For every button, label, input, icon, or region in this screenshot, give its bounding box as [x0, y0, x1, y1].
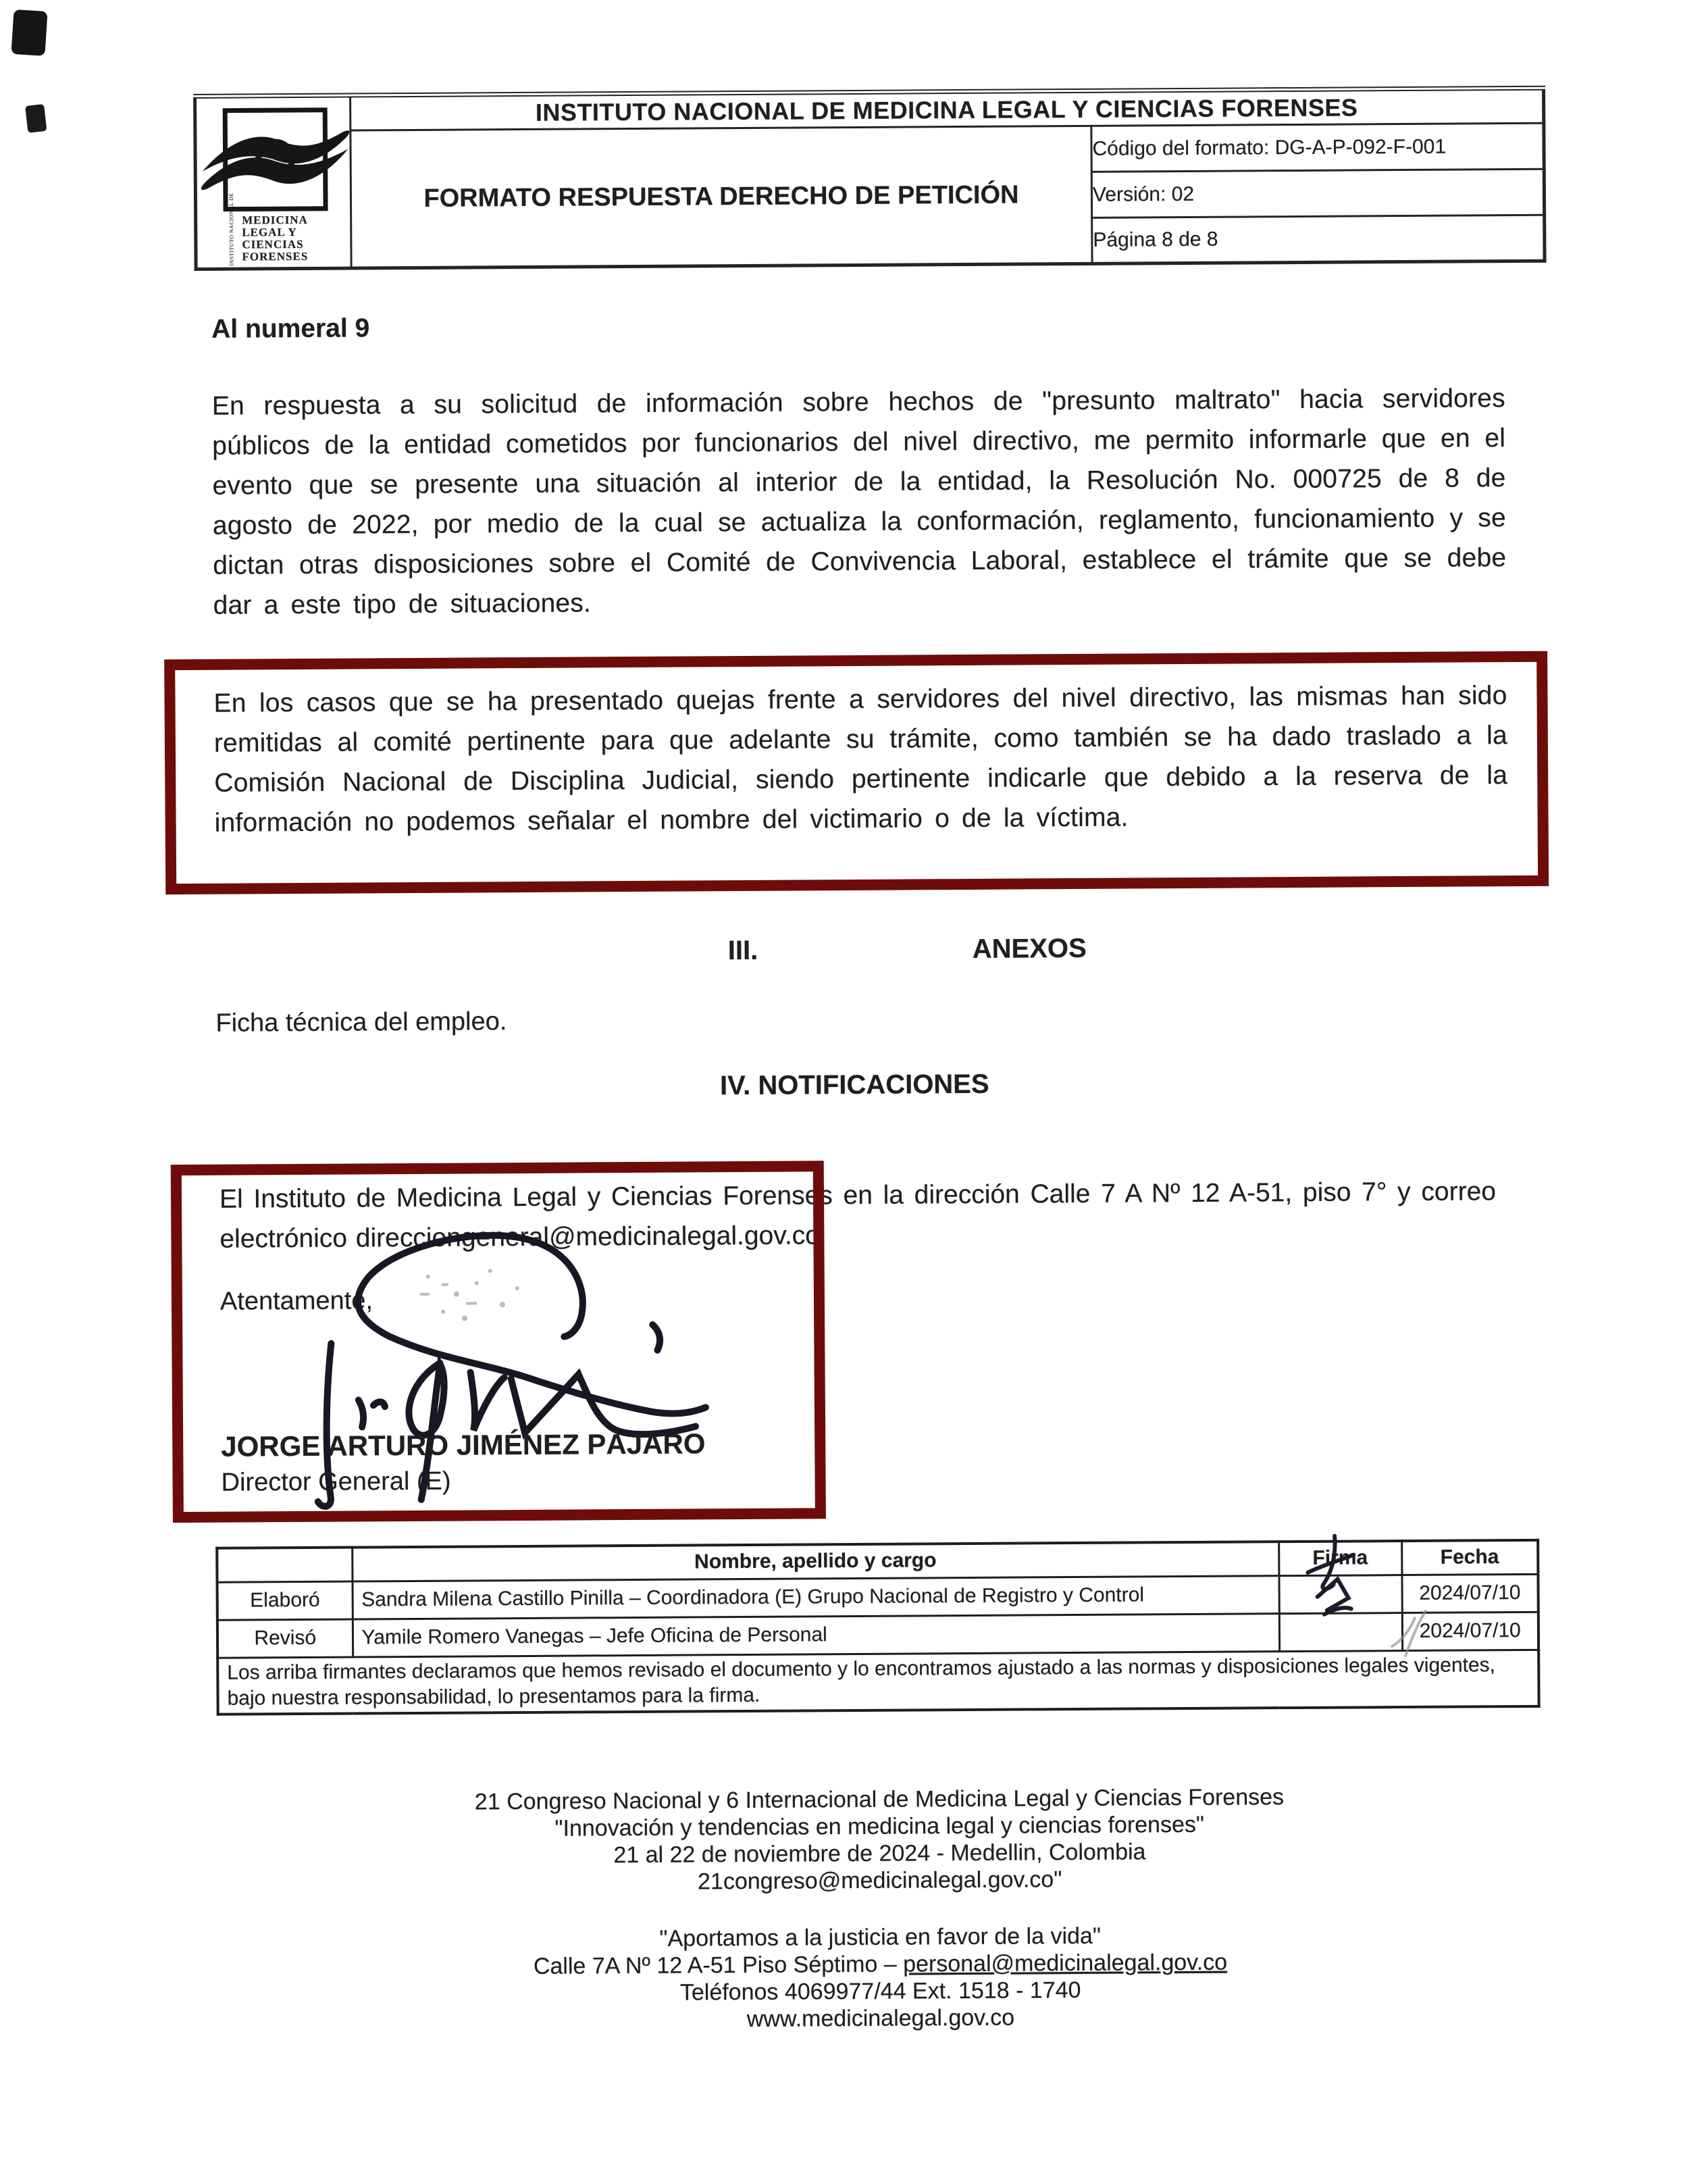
- motto-line: "Aportamos a la justicia en favor de la vida": [659, 1923, 1102, 1952]
- signer-title: Director General (E): [221, 1467, 451, 1497]
- name-cell: Sandra Milena Castillo Pinilla – Coordinadora (E) Grupo Nacional de Registro y Control: [352, 1575, 1278, 1619]
- reviso-signature: [1366, 1607, 1441, 1662]
- scan-artifact-mark: [25, 104, 47, 133]
- congress-line: 21 Congreso Nacional y 6 Internacional de Medicina Legal y Ciencias Forenses: [474, 1784, 1285, 1815]
- date-cell: 2024/07/10: [1401, 1574, 1538, 1612]
- page-number-label: Página 8 de 8: [1092, 215, 1545, 263]
- role-cell: Revisó: [217, 1619, 353, 1658]
- section-heading: Al numeral 9: [211, 313, 370, 344]
- congress-line: 21 al 22 de noviembre de 2024 - Medellin, Colombia: [613, 1839, 1146, 1869]
- logo-cell: [195, 95, 352, 269]
- org-title: INSTITUTO NACIONAL DE MEDICINA LEGAL Y CIENCIAS FORENSES: [351, 88, 1544, 130]
- notifications-heading: IV. NOTIFICACIONES: [719, 1069, 989, 1101]
- column-header-date: Fecha: [1401, 1540, 1538, 1575]
- declaration-note: Los arriba firmantes declaramos que hemos revisado el documento y lo encontramos ajustado a las normas y disposiciones legales vigentes, bajo nuestra responsabilidad, lo presentamos para la firma.: [217, 1650, 1538, 1714]
- format-code-label: Código del formato: DG-A-P-092-F-001: [1091, 123, 1544, 172]
- anexos-numeral: III.: [727, 935, 758, 966]
- congress-line: "Innovación y tendencias en medicina legal y ciencias forenses": [554, 1811, 1205, 1841]
- anexos-content: Ficha técnica del empleo.: [215, 1007, 507, 1038]
- header-table: [193, 86, 1547, 271]
- notification-paragraph: El Instituto de Medicina Legal y Ciencias Forenses en la dirección Calle 7 A Nº 12 A-51, piso 7° y correo electrónico direcciongeneral@medicinalegal.gov.co: [219, 1177, 1497, 1254]
- column-header-signature: Firma: [1278, 1541, 1401, 1575]
- logo-vertical-text: INSTITUTO NACIONAL DE: [228, 193, 235, 266]
- highlighted-paragraph: En los casos que se ha presentado quejas frente a servidores del nivel directivo, las mismas han sido remitidas al comité pertinente para que adelante su trámite, como también se ha dado traslado a la Comisión Nacional de Disciplina Judicial, siendo pertinente indicarle que debido a la reserva de la información no podemos señalar el nombre del victimario o de la víctima.: [213, 681, 1508, 838]
- form-title: FORMATO RESPUESTA DERECHO DE PETICIÓN: [351, 126, 1092, 268]
- congress-footer: [5, 1781, 1708, 1899]
- response-paragraph: En respuesta a su solicitud de información sobre hechos de "presunto maltrato" hacia servidores públicos de la entidad cometidos por funcionarios del nivel directivo, me permito informarle que en el evento que se presente una situación al interior de la entidad, la Resolución No. 000725 de 8 de agosto de 2022, por medio de la cual se actualiza la conformación, reglamento, funcionamiento y se dictan otras disposiciones sobre el Comité de Convivencia Laboral, establece el trámite que se debe dar a este tipo de situaciones.: [211, 384, 1507, 620]
- name-cell: Yamile Romero Vanegas – Jefe Oficina de Personal: [353, 1613, 1279, 1656]
- logo-word: CIENCIAS: [242, 237, 304, 251]
- email-link: personal@medicinalegal.gov.co: [903, 1949, 1228, 1977]
- highlight-box: [164, 651, 1549, 895]
- logo-wordmark: [242, 214, 308, 263]
- date-cell: 2024/07/10: [1402, 1612, 1538, 1650]
- empty-header-cell: [217, 1548, 352, 1582]
- scan-artifact-mark: [11, 9, 47, 56]
- role-cell: Elaboró: [217, 1581, 352, 1620]
- column-header-name: Nombre, apellido y cargo: [352, 1542, 1278, 1581]
- contact-footer: [7, 1919, 1708, 2037]
- version-label: Versión: 02: [1091, 169, 1544, 218]
- signature-highlight-box: [171, 1161, 826, 1523]
- institute-logo: [197, 98, 353, 268]
- logo-word: FORENSES: [242, 249, 309, 263]
- closing-salutation: Atentamente,: [219, 1286, 373, 1316]
- logo-word: MEDICINA: [242, 213, 308, 227]
- address-text: Calle 7A Nº 12 A-51 Piso Séptimo –: [533, 1951, 904, 1979]
- table-note-row: [217, 1650, 1538, 1714]
- website-line: www.medicinalegal.gov.co: [746, 2004, 1015, 2033]
- anexos-heading: ANEXOS: [972, 933, 1087, 964]
- signer-name: JORGE ARTURO JIMÉNEZ PÁJARO: [221, 1427, 706, 1463]
- logo-word: LEGAL Y: [242, 226, 297, 239]
- phones-line: Teléfonos 4069977/44 Ext. 1518 - 1740: [679, 1977, 1081, 2006]
- congress-line: 21congreso@medicinalegal.gov.co": [697, 1866, 1062, 1895]
